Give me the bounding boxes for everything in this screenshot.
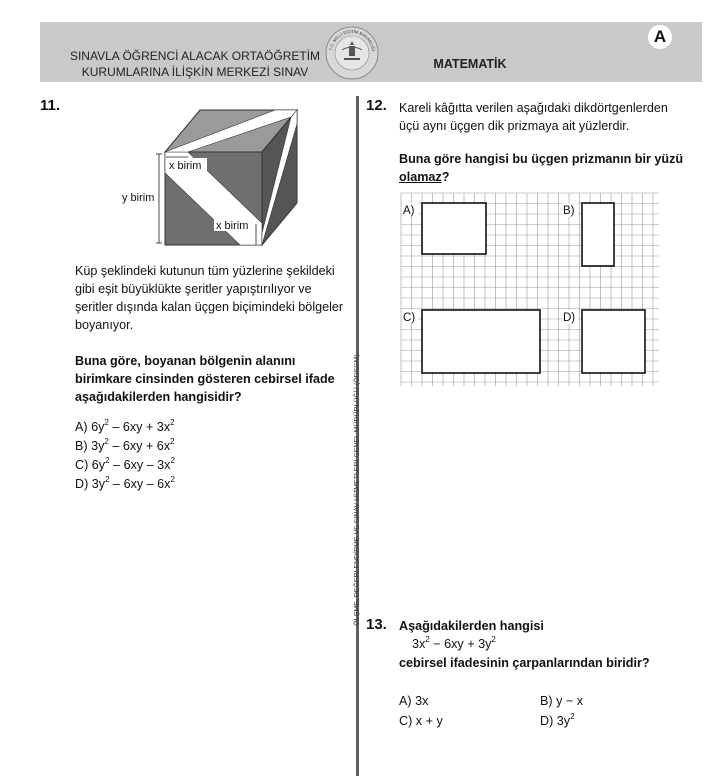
q11-label-x-top: x birim [169, 160, 202, 172]
q13-number: 13. [366, 616, 387, 633]
q12-text: Kareli kâğıtta verilen aşağıdaki dikdörtgenlerden üçü aynı üçgen dik prizmaya ait yüzlerdir. [399, 101, 668, 133]
q13-expression: $3x^2 - 6xy + 3y^2$ [412, 635, 496, 651]
q11-option-c[interactable]: C) $6y^2 - 6xy - 3x^2$ [75, 456, 175, 472]
q11-label-x-bottom: x birim [216, 220, 249, 232]
booklet-type-letter: A [653, 27, 667, 46]
q13-option-d[interactable]: D) $3y^2$ [540, 712, 575, 728]
rect-a [422, 203, 486, 254]
q11-option-d[interactable]: D) $3y^2 - 6xy - 6x^2$ [75, 475, 175, 491]
q12-number: 12. [366, 97, 387, 114]
exam-title [60, 48, 330, 80]
q13-question: cebirsel ifadesinin çarpanlarından biridir? [399, 656, 650, 670]
q11-options [75, 418, 315, 494]
grid-label-b: B) [563, 205, 575, 217]
logo-arc-text: T.C. MİLLİ EĞİTİM BAKANLIĞI [328, 28, 376, 52]
q13-option-c[interactable]: C) x + y [399, 714, 443, 728]
q13-text: Aşağıdakilerden hangisi [399, 619, 544, 633]
q12-grid-figure [400, 192, 660, 387]
q11-option-a[interactable]: A) $6y^2 - 6xy + 3x^2$ [75, 418, 175, 434]
grid-label-c: C) [403, 312, 416, 324]
q11-question: Buna göre, boyanan bölgenin alanını birimkare cinsinden gösteren cebirsel ifade aşağıdakilerden hangisidir? [75, 354, 335, 404]
q13-option-b[interactable]: B) y − x [540, 694, 584, 708]
q11-label-y: y birim [122, 192, 155, 204]
q13-option-a[interactable]: A) 3x [399, 694, 429, 708]
grid-label-a: A) [403, 205, 415, 217]
q11-cube-figure [110, 100, 310, 260]
grid-label-d: D) [563, 312, 576, 324]
q11-option-b[interactable]: B) $3y^2 - 6xy + 6x^2$ [75, 437, 175, 453]
rect-b [582, 203, 614, 266]
rect-c [422, 310, 540, 373]
exam-title-line2: KURUMLARINA İLİŞKİN MERKEZİ SINAV [81, 65, 309, 79]
q12-question: Buna göre hangisi bu üçgen prizmanın bir yüzü olamaz? [399, 152, 684, 184]
exam-title-line1: SINAVLA ÖĞRENCİ ALACAK ORTAÖĞRETİM [69, 49, 321, 63]
q11-number: 11. [40, 97, 61, 114]
rect-d [582, 310, 645, 373]
q11-text: Küp şeklindeki kutunun tüm yüzlerine şekildeki gibi eşit büyüklükte şeritler yapıştırılıyor ve şeritler dışında kalan üçgen biçimindeki bölgeler boyanıyor. [75, 264, 344, 332]
ministry-logo-icon [322, 22, 382, 82]
side-label-text: ÖLÇME, DEĞERLENDİRME VE SINAV HİZMETLERİ GENEL MÜDÜRLÜĞÜ (ÖDSGM) [353, 354, 361, 626]
subject-title: MATEMATİK [433, 57, 507, 71]
